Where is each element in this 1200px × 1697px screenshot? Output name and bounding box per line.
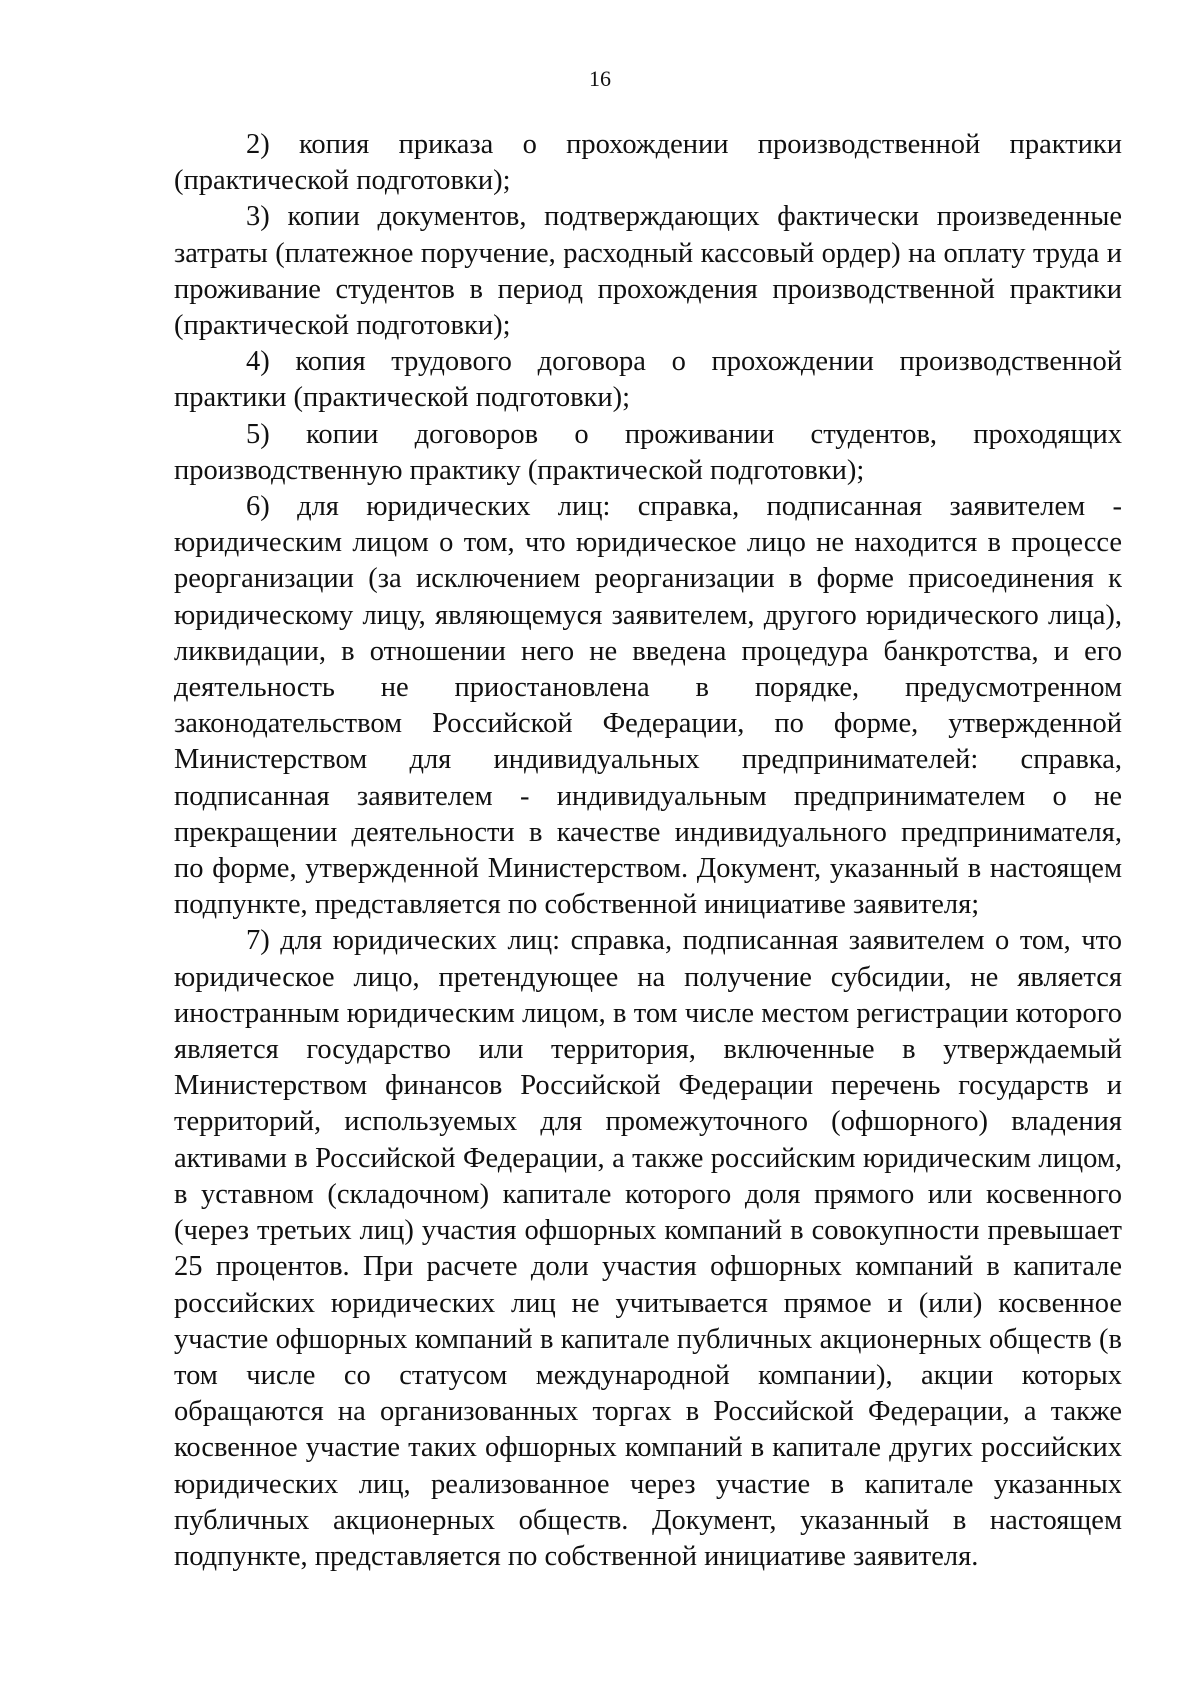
document-body (174, 127, 1122, 1575)
list-item-7: 7) для юридических лиц: справка, подписанная заявителем о том, что юридическое лицо, претендующее на получение субсидии, не является иностранным юридическим лицом, в том числе местом регистрации которого является государство или территория, включенные в утверждаемый Министерством финансов Российской Федерации перечень государств и территорий, используемых для промежуточного (офшорного) владения активами в Российской Федерации, а также российским юридическим лицом, в уставном (складочном) капитале которого доля прямого или косвенного (через третьих лиц) участия офшорных компаний в совокупности превышает 25 процентов. При расчете доли участия офшорных компаний в капитале российских юридических лиц не учитывается прямое и (или) косвенное участие офшорных компаний в капитале публичных акционерных обществ (в том числе со статусом международной компании), акции которых обращаются на организованных торгах в Российской Федерации, а также косвенное участие таких офшорных компаний в капитале других российских юридических лиц, реализованное через участие в капитале указанных публичных акционерных обществ. Документ, указанный в настоящем подпункте, представляется по собственной инициативе заявителя. (174, 925, 1122, 1572)
page-number: 16 (589, 66, 611, 91)
list-item-4: 4) копия трудового договора о прохождении производственной практики (практической подготовки); (174, 346, 1122, 414)
list-item-6: 6) для юридических лиц: справка, подписанная заявителем - юридическим лицом о том, что юридическое лицо не находится в процессе реорганизации (за исключением реорганизации в форме присоединения к юридическому лицу, являющемуся заявителем, другого юридического лица), ликвидации, в отношении него не введена процедура банкротства, и его деятельность не приостановлена в порядке, предусмотренном законодательством Российской Федерации, по форме, утвержденной Министерством для индивидуальных предпринимателей: справка, подписанная заявителем - индивидуальным предпринимателем о не прекращении деятельности в качестве индивидуального предпринимателя, по форме, утвержденной Министерством. Документ, указанный в настоящем подпункте, представляется по собственной инициативе заявителя; (174, 491, 1122, 921)
list-item-3: 3) копии документов, подтверждающих фактически произведенные затраты (платежное поручение, расходный кассовый ордер) на оплату труда и проживание студентов в период прохождения производственной практики (практической подготовки); (174, 201, 1122, 342)
list-item-2: 2) копия приказа о прохождении производственной практики (практической подготовки); (174, 129, 1122, 197)
list-item-5: 5) копии договоров о проживании студентов, проходящих производственную практику (практической подготовки); (174, 418, 1122, 486)
